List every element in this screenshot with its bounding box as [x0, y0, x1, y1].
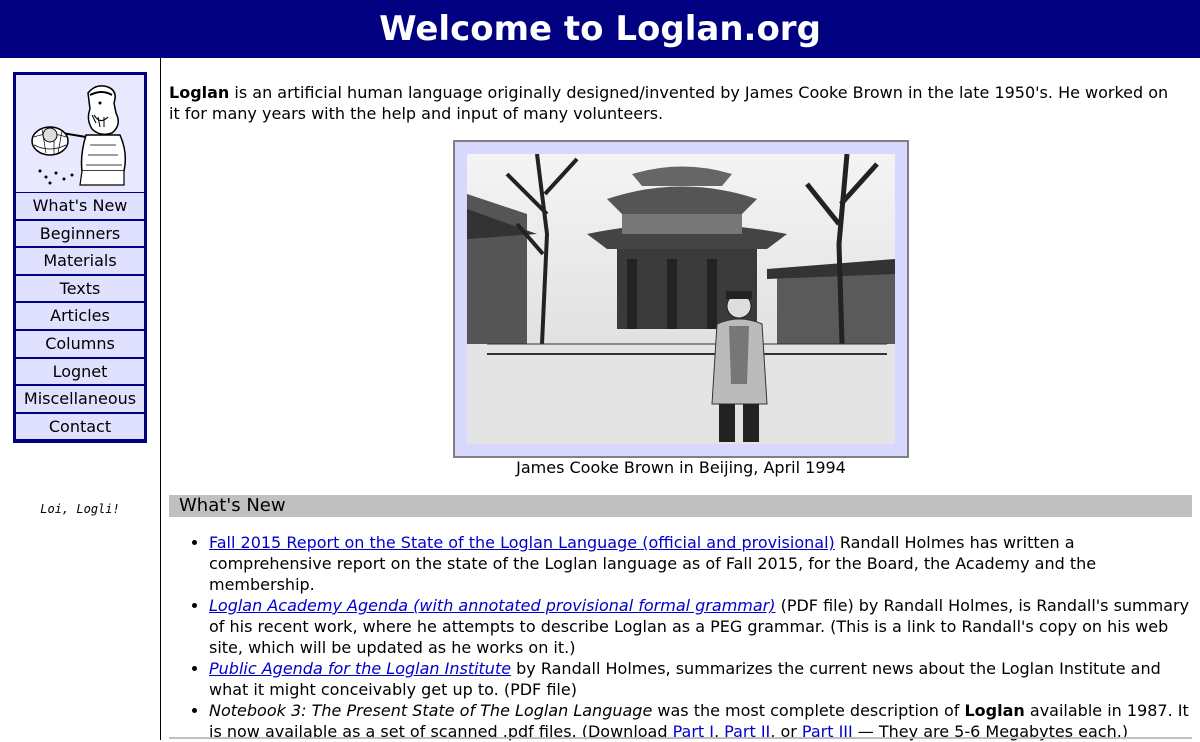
intro-text: is an artificial human language originally designed/invented by James Cooke Brown in the late 1950's. He worked on it for many years with the help and input of many volunteers.: [169, 83, 1169, 123]
photo-frame: [453, 140, 909, 458]
nav-menu: [13, 72, 147, 443]
bottom-divider: [169, 737, 1192, 739]
nav-item-lognet[interactable]: Lognet: [16, 358, 144, 386]
whats-new-heading: What's New: [169, 495, 1192, 517]
intro-bold-term: Loglan: [169, 83, 230, 102]
part-3-link[interactable]: Part III: [801, 722, 853, 741]
part-2-link[interactable]: Part II: [724, 722, 771, 741]
news-item-text: was the most complete description of: [652, 701, 965, 720]
academy-agenda-link[interactable]: Loglan Academy Agenda (with annotated provisional formal grammar): [209, 596, 776, 615]
public-agenda-link[interactable]: Public Agenda for the Loglan Institute: [209, 659, 512, 678]
news-item-text: by Randall Holmes, summarizes the current news about the Loglan Institute and what it might conceivably get up to. (PDF file): [209, 659, 1161, 699]
news-item: [209, 700, 1192, 742]
fall-2015-report-link[interactable]: Fall 2015 Report on the State of the Loglan Language (official and provisional): [209, 533, 835, 552]
logo-illustration: [16, 75, 144, 192]
main-content: [169, 58, 1192, 740]
site-banner: [0, 0, 1200, 58]
left-sidebar: [0, 58, 161, 740]
separator-text: ,: [713, 722, 725, 741]
nav-item-contact[interactable]: Contact: [16, 413, 144, 441]
beijing-photo: [467, 154, 895, 444]
page-layout: [0, 58, 1200, 740]
news-item: [209, 595, 1192, 658]
news-item: [209, 532, 1192, 595]
nav-item-texts[interactable]: Texts: [16, 275, 144, 303]
loglan-logo: [16, 75, 144, 192]
news-item-bold: Loglan: [964, 701, 1025, 720]
nav-item-articles[interactable]: Articles: [16, 302, 144, 330]
news-item-text: available in 1987. It is now available as a set of scanned .pdf files. (Download: [209, 701, 1189, 741]
notebook-title: Notebook 3: The Present State of The Loglan Language: [209, 701, 653, 720]
nav-item-whats-new[interactable]: What's New: [16, 192, 144, 220]
news-item-text: (PDF file) by Randall Holmes, is Randall's summary of his recent work, where he attempts to describe Loglan as a PEG grammar. (This is a link to Randall's copy on his web site, which will be updated as he works on it.): [209, 596, 1190, 657]
news-item: [209, 658, 1192, 700]
nav-item-materials[interactable]: Materials: [16, 247, 144, 275]
nav-item-beginners[interactable]: Beginners: [16, 220, 144, 248]
part-1-link[interactable]: Part I: [672, 722, 714, 741]
intro-paragraph: [169, 82, 1179, 124]
news-list: [169, 532, 1192, 742]
motto-text: Loi, Logli!: [40, 502, 120, 516]
photo-caption: James Cooke Brown in Beijing, April 1994: [516, 458, 846, 477]
page-title: Welcome to Loglan.org: [379, 9, 821, 49]
nav-item-columns[interactable]: Columns: [16, 330, 144, 358]
news-item-text: Randall Holmes has written a comprehensive report on the state of the Loglan language as of Fall 2015, for the Board, the Academy and the membership.: [209, 533, 1097, 594]
separator-text: , or: [770, 722, 802, 741]
nav-item-miscellaneous[interactable]: Miscellaneous: [16, 385, 144, 413]
news-item-text: — They are 5-6 Megabytes each.): [852, 722, 1129, 741]
